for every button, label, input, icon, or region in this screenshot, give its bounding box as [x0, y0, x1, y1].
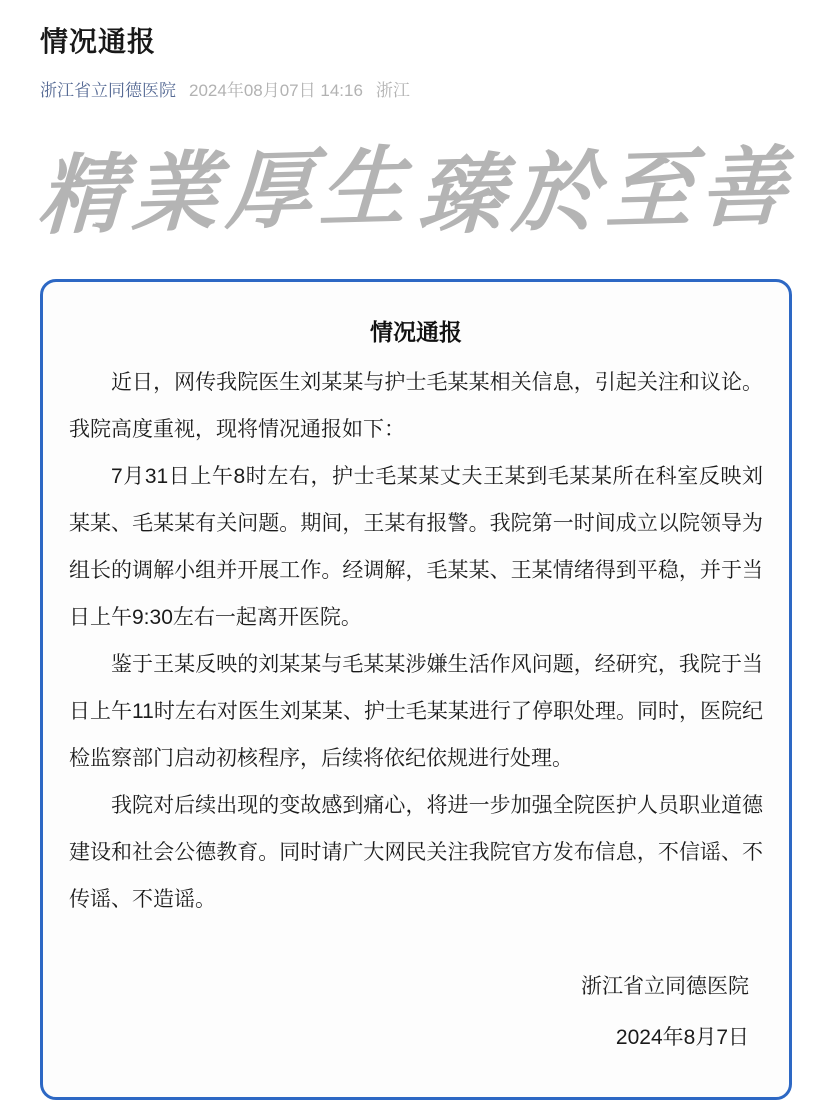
notice-paragraph-3: 鉴于王某反映的刘某某与毛某某涉嫌生活作风问题，经研究，我院于当日上午11时左右对医生刘某某、护士毛某某进行了停职处理。同时，医院纪检监察部门启动初核程序，后续将依纪依规进行处理。 — [69, 653, 763, 770]
notice-paragraph-1: 近日，网传我院医生刘某某与护士毛某某相关信息，引起关注和议论。我院高度重视，现将情况通报如下： — [69, 371, 763, 441]
article-page — [0, 20, 832, 1049]
calligraphy-right-text: 臻於至善 — [415, 136, 797, 247]
calligraphy-left-text: 精業厚生 — [35, 136, 417, 247]
article-meta — [40, 76, 792, 101]
notice-signature: 浙江省立同德医院 — [581, 975, 749, 998]
notice-box — [40, 279, 792, 1100]
page-title: 情况通报 — [40, 26, 157, 57]
notice-paragraph-4: 我院对后续出现的变故感到痛心，将进一步加强全院医护人员职业道德建设和社会公德教育。同时请广大网民关注我院官方发布信息，不信谣、不传谣、不造谣。 — [69, 794, 763, 911]
account-link[interactable]: 浙江省立同德医院 — [40, 81, 176, 100]
notice-heading: 情况通报 — [370, 319, 462, 345]
publish-datetime: 2024年08月07日 14:16 — [189, 81, 363, 100]
calligraphy-banner-image — [35, 127, 797, 257]
notice-date: 2024年8月7日 — [615, 1026, 749, 1049]
publish-location: 浙江 — [375, 81, 410, 100]
notice-paragraph-2: 7月31日上午8时左右，护士毛某某丈夫王某到毛某某所在科室反映刘某某、毛某某有关问题。期间，王某有报警。我院第一时间成立以院领导为组长的调解小组并开展工作。经调解，毛某某、王某情绪得到平稳，并于当日上午9:30左右一起离开医院。 — [69, 465, 763, 629]
